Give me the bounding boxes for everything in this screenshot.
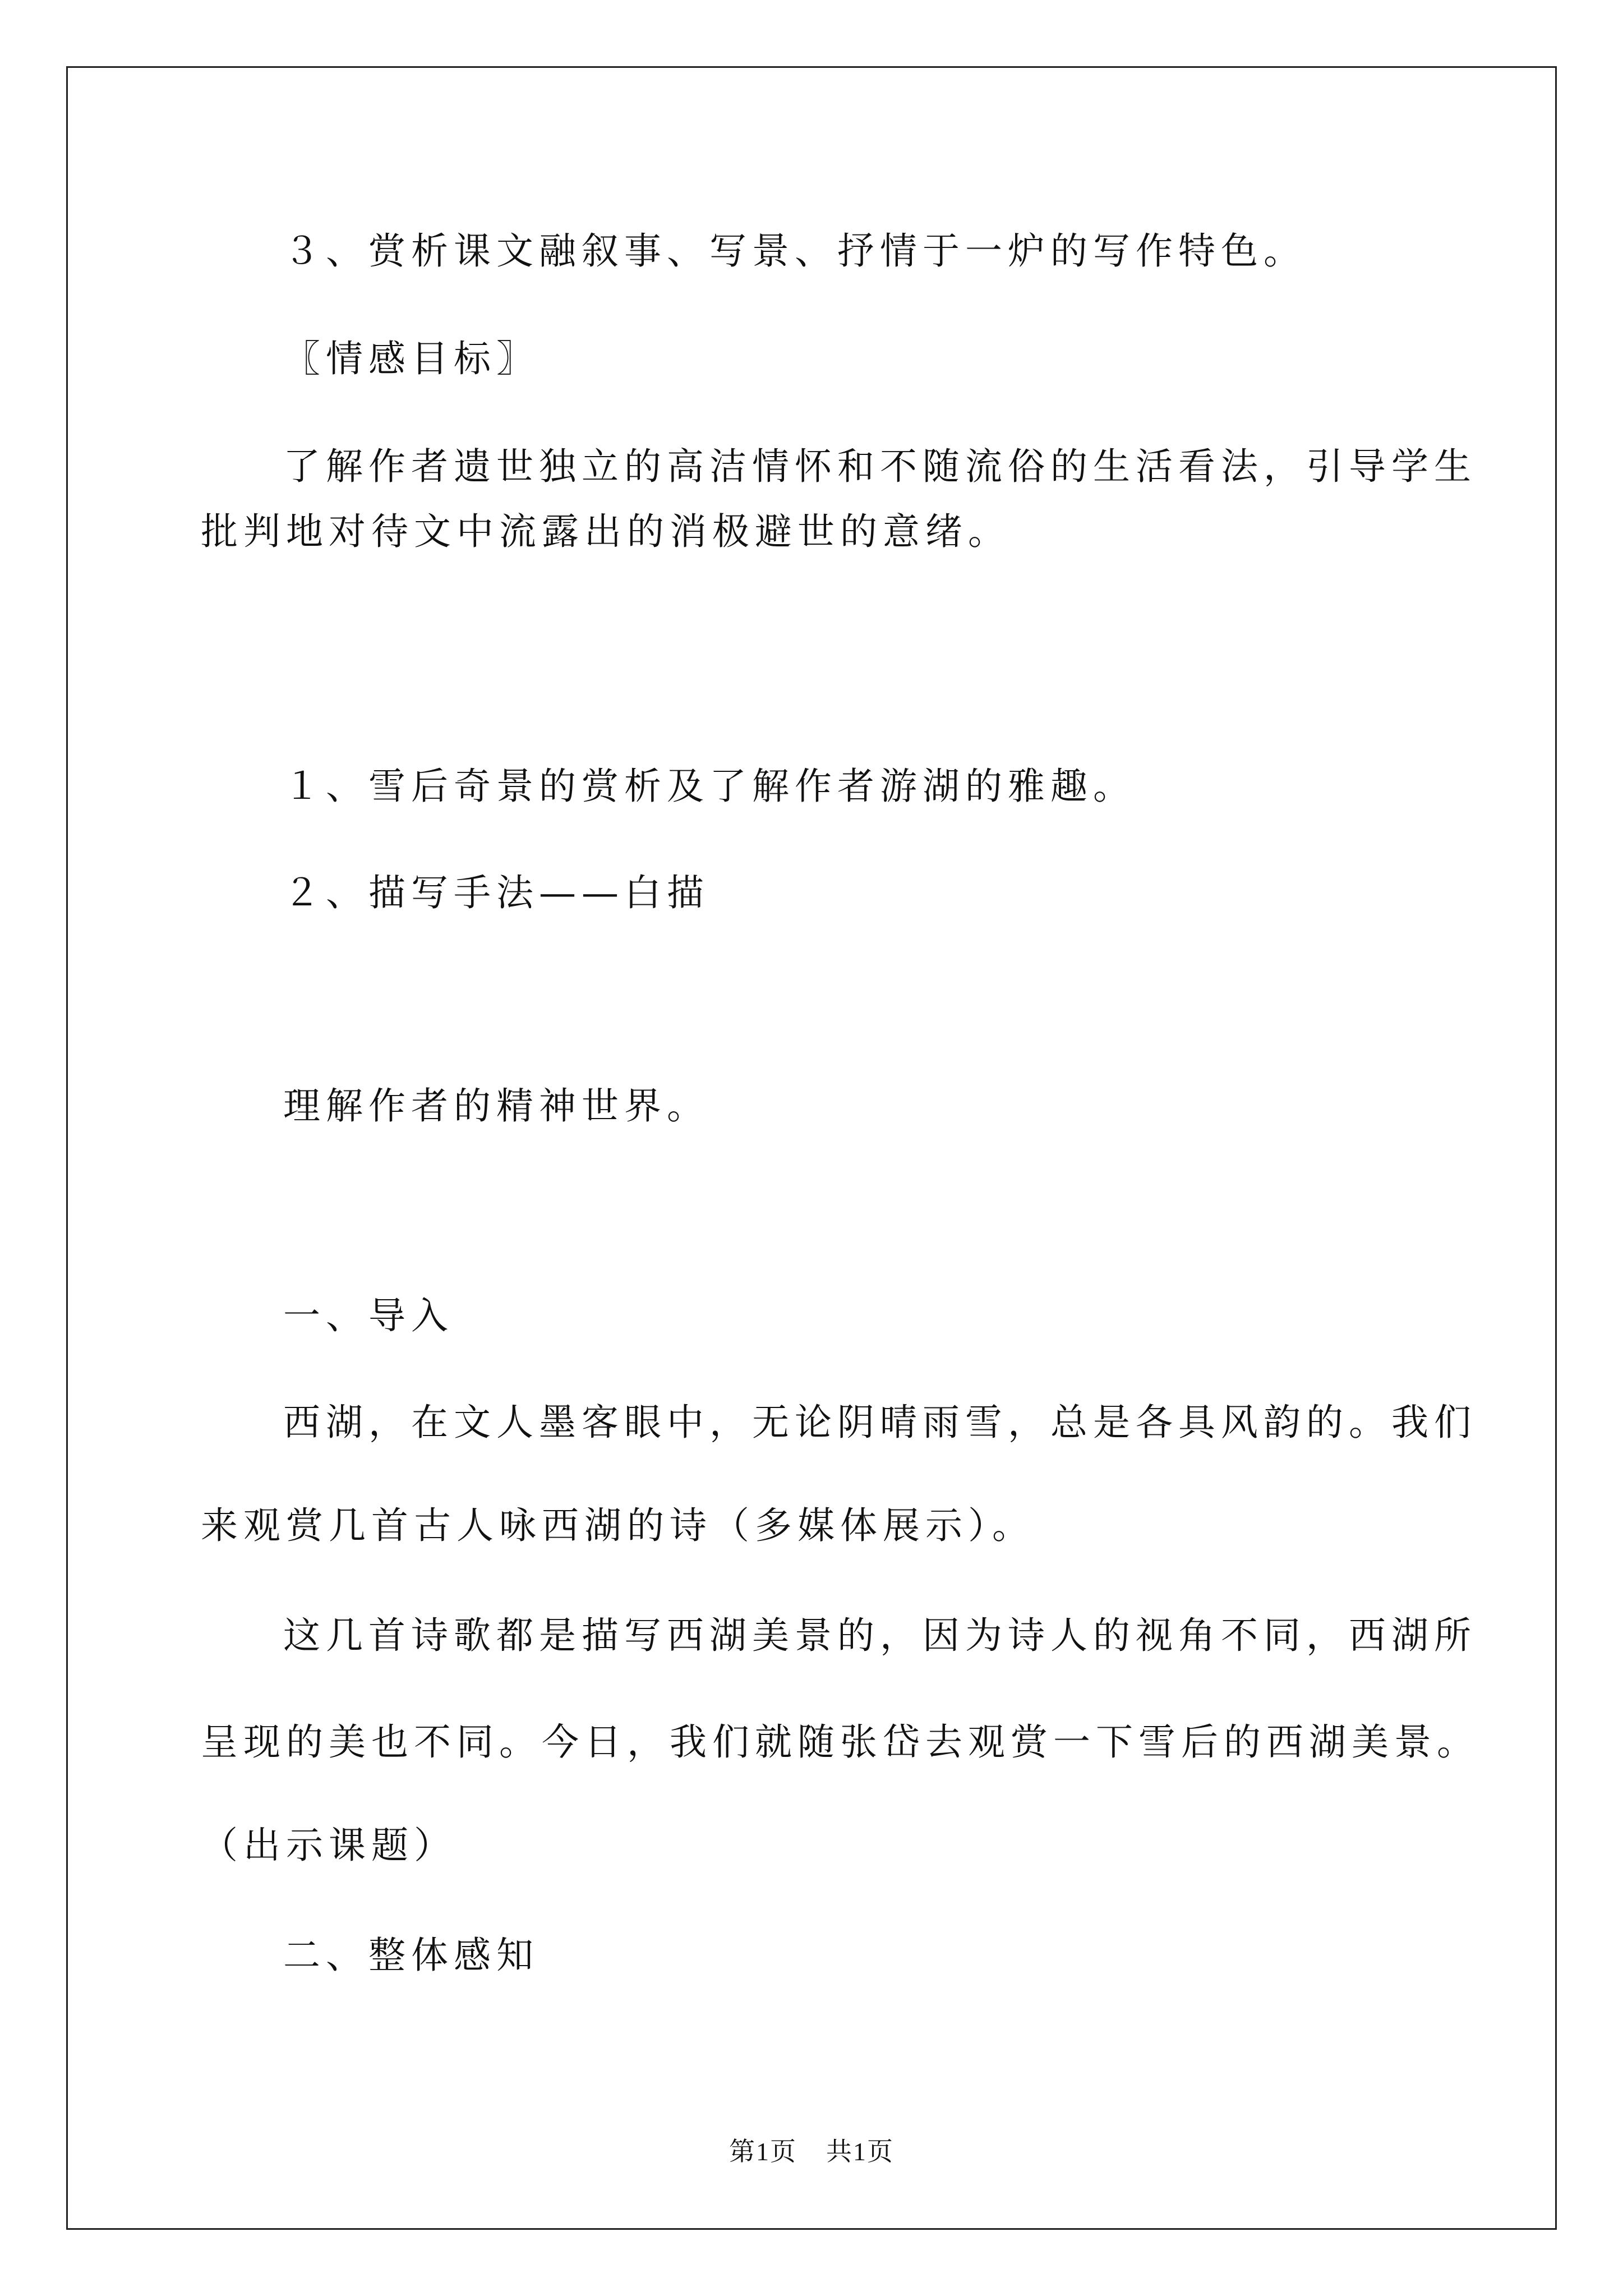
paragraph-emotion-line1: 了解作者遗世独立的高洁情怀和不随流俗的生活看法，引导学生 bbox=[283, 445, 1477, 488]
paragraph-objective-3: ３、赏析课文融叙事、写景、抒情于一炉的写作特色。 bbox=[283, 229, 1306, 273]
paragraph-intro-line2: 来观赏几首古人咏西湖的诗（多媒体展示）。 bbox=[201, 1504, 1035, 1547]
heading-introduction: 一、导入 bbox=[283, 1294, 454, 1337]
paragraph-poems-line2: 呈现的美也不同。今日，我们就随张岱去观赏一下雪后的西湖美景。 bbox=[201, 1720, 1479, 1764]
page-total: 共1页 bbox=[826, 2137, 894, 2166]
page-footer bbox=[0, 2135, 1623, 2169]
paragraph-poems-line1: 这几首诗歌都是描写西湖美景的，因为诗人的视角不同，西湖所 bbox=[283, 1614, 1477, 1657]
page-number: 第1页 bbox=[729, 2137, 797, 2166]
heading-emotion-goal: 〖情感目标〗 bbox=[283, 337, 539, 380]
heading-overall-perception: 二、整体感知 bbox=[283, 1934, 539, 1977]
paragraph-key-point-1: １、雪后奇景的赏析及了解作者游湖的雅趣。 bbox=[283, 765, 1136, 808]
paragraph-show-title: （出示课题） bbox=[201, 1824, 457, 1867]
paragraph-emotion-line2: 批判地对待文中流露出的消极避世的意绪。 bbox=[201, 510, 1011, 553]
paragraph-intro-line1: 西湖，在文人墨客眼中，无论阴晴雨雪，总是各具风韵的。我们 bbox=[283, 1401, 1477, 1444]
paragraph-key-point-2: ２、描写手法——白描 bbox=[283, 871, 709, 914]
page-border bbox=[66, 66, 1557, 2230]
paragraph-difficulty: 理解作者的精神世界。 bbox=[283, 1084, 709, 1128]
